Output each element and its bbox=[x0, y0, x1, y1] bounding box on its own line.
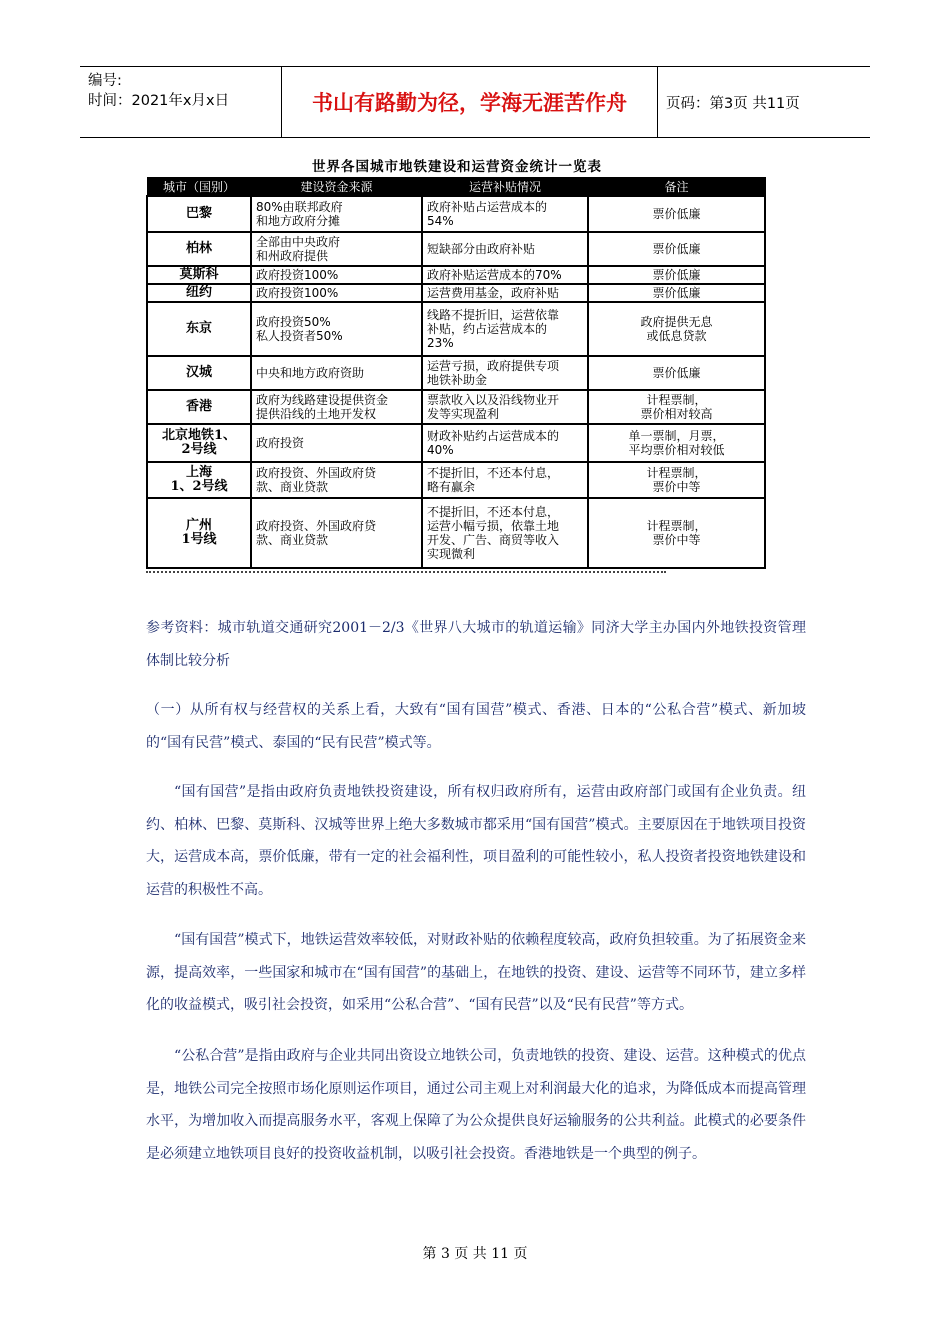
reference-paragraph: 参考资料：城市轨道交通研究2001－2/3《世界八大城市的轨道运输》同济大学主办国内外地铁投资管理体制比较分析 bbox=[146, 620, 806, 669]
table-cell-subsidy: 运营亏损，政府提供专项 地铁补助金 bbox=[422, 356, 588, 390]
table-row bbox=[147, 302, 765, 356]
table-row bbox=[147, 498, 765, 568]
paragraph-state-owned-operated: “国有国营”是指由政府负责地铁投资建设，所有权归政府所有，运营由政府部门或国有企业负责。纽约、柏林、巴黎、莫斯科、汉城等世界上绝大多数城市都采用“国有国营”模式。主要原因在于地铁项目投资大，运营成本高，票价低廉，带有一定的社会福利性，项目盈利的可能性较小，私人投资者投资地铁建设和运营的积极性不高。 bbox=[146, 784, 806, 898]
table-cell-city: 莫斯科 bbox=[147, 266, 251, 284]
column-header-note: 备注 bbox=[588, 178, 765, 197]
table-cell-subsidy: 政府补贴占运营成本的 54% bbox=[422, 196, 588, 232]
header-motto: 书山有路勤为径，学海无涯苦作舟 bbox=[282, 67, 658, 137]
table-cell-note: 票价低廉 bbox=[588, 232, 765, 266]
table-cell-subsidy: 运营费用基金，政府补贴 bbox=[422, 284, 588, 302]
table-cell-subsidy: 票款收入以及沿线物业开 发等实现盈利 bbox=[422, 390, 588, 424]
table-body bbox=[147, 196, 765, 568]
table-cell-city: 汉城 bbox=[147, 356, 251, 390]
table-cell-city: 广州 1号线 bbox=[147, 498, 251, 568]
table-cell-city: 巴黎 bbox=[147, 196, 251, 232]
column-header-subsidy: 运营补贴情况 bbox=[422, 178, 588, 197]
column-header-city: 城市（国别） bbox=[147, 178, 251, 197]
table-row bbox=[147, 232, 765, 266]
table-cell-note: 票价低廉 bbox=[588, 266, 765, 284]
table-cell-source: 中央和地方政府资助 bbox=[251, 356, 422, 390]
table-cell-city: 香港 bbox=[147, 390, 251, 424]
table-cell-city: 东京 bbox=[147, 302, 251, 356]
table-cell-subsidy: 财政补贴约占运营成本的 40% bbox=[422, 424, 588, 462]
table-cell-source: 政府投资、外国政府贷 款、商业贷款 bbox=[251, 498, 422, 568]
document-number-label: 编号: bbox=[88, 73, 122, 89]
table-row bbox=[147, 462, 765, 498]
table-cell-source: 政府投资100% bbox=[251, 284, 422, 302]
table-cell-note: 票价低廉 bbox=[588, 196, 765, 232]
column-header-source: 建设资金来源 bbox=[251, 178, 422, 197]
table-header-row bbox=[147, 178, 765, 197]
table-row bbox=[147, 390, 765, 424]
table-cell-note: 政府提供无息 或低息贷款 bbox=[588, 302, 765, 356]
table-row bbox=[147, 424, 765, 462]
table-cell-note: 计程票制， 票价中等 bbox=[588, 462, 765, 498]
paragraph-public-private: “公私合营”是指由政府与企业共同出资设立地铁公司，负责地铁的投资、建设、运营。这种模式的优点是，地铁公司完全按照市场化原则运作项目，通过公司主观上对利润最大化的追求，为降低成本而提高管理水平，为增加收入而提高服务水平，客观上保障了为公众提供良好运输服务的公共利益。此模式的必要条件是必须建立地铁项目良好的投资收益机制，以吸引社会投资。香港地铁是一个典型的例子。 bbox=[146, 1048, 806, 1162]
table-cell-subsidy: 不提折旧，不还本付息， 运营小幅亏损，依靠土地 开发、广告、商贸等收入 实现微利 bbox=[422, 498, 588, 568]
table-cell-source: 全部由中央政府 和州政府提供 bbox=[251, 232, 422, 266]
table-cell-source: 政府投资、外国政府贷 款、商业贷款 bbox=[251, 462, 422, 498]
table-cell-subsidy: 不提折旧，不还本付息， 略有赢余 bbox=[422, 462, 588, 498]
table-cutoff-edge bbox=[146, 569, 768, 577]
table-cell-city: 上海 1、2号线 bbox=[147, 462, 251, 498]
table-cell-subsidy: 政府补贴运营成本的70% bbox=[422, 266, 588, 284]
table-row bbox=[147, 196, 765, 232]
table-cell-subsidy: 线路不提折旧，运营依靠 补贴，约占运营成本的 23% bbox=[422, 302, 588, 356]
table-cell-note: 计程票制， 票价相对较高 bbox=[588, 390, 765, 424]
metro-funding-table bbox=[146, 177, 766, 569]
table-title: 世界各国城市地铁建设和运营资金统计一览表 bbox=[312, 159, 602, 175]
table-cell-note: 单一票制，月票， 平均票价相对较低 bbox=[588, 424, 765, 462]
table-cell-subsidy: 短缺部分由政府补贴 bbox=[422, 232, 588, 266]
table-cell-city: 柏林 bbox=[147, 232, 251, 266]
table-cell-city: 北京地铁1、 2号线 bbox=[147, 424, 251, 462]
page-header bbox=[80, 66, 870, 138]
table-cell-source: 80%由联邦政府 和地方政府分摊 bbox=[251, 196, 422, 232]
table-row bbox=[147, 356, 765, 390]
table-row bbox=[147, 284, 765, 302]
table-cell-source: 政府投资100% bbox=[251, 266, 422, 284]
paragraph-ownership-models: （一）从所有权与经营权的关系上看，大致有“国有国营”模式、香港、日本的“公私合营”模式、新加坡的“国有民营”模式、泰国的“民有民营”模式等。 bbox=[146, 702, 806, 751]
table-cell-note: 计程票制， 票价中等 bbox=[588, 498, 765, 568]
metro-funding-table-figure bbox=[146, 157, 768, 597]
table-cell-source: 政府投资50% 私人投资者50% bbox=[251, 302, 422, 356]
paragraph-efficiency: “国有国营”模式下，地铁运营效率较低，对财政补贴的依赖程度较高，政府负担较重。为了拓展资金来源，提高效率，一些国家和城市在“国有国营”的基础上，在地铁的投资、建设、运营等不同环节，建立多样化的收益模式，吸引社会投资，如采用“公私合营”、“国有民营”以及“民有民营”等方式。 bbox=[146, 932, 806, 1013]
header-page-label: 页码：第3页 共11页 bbox=[666, 95, 800, 112]
header-info-cell bbox=[80, 67, 282, 137]
table-row bbox=[147, 266, 765, 284]
page-footer: 第 3 页 共 11 页 bbox=[422, 1246, 528, 1262]
table-cell-source: 政府投资 bbox=[251, 424, 422, 462]
document-time-label: 时间：2021年x月x日 bbox=[88, 93, 230, 109]
table-cell-source: 政府为线路建设提供资金 提供沿线的土地开发权 bbox=[251, 390, 422, 424]
table-cell-note: 票价低廉 bbox=[588, 284, 765, 302]
table-cell-city: 纽约 bbox=[147, 284, 251, 302]
table-cell-note: 票价低廉 bbox=[588, 356, 765, 390]
